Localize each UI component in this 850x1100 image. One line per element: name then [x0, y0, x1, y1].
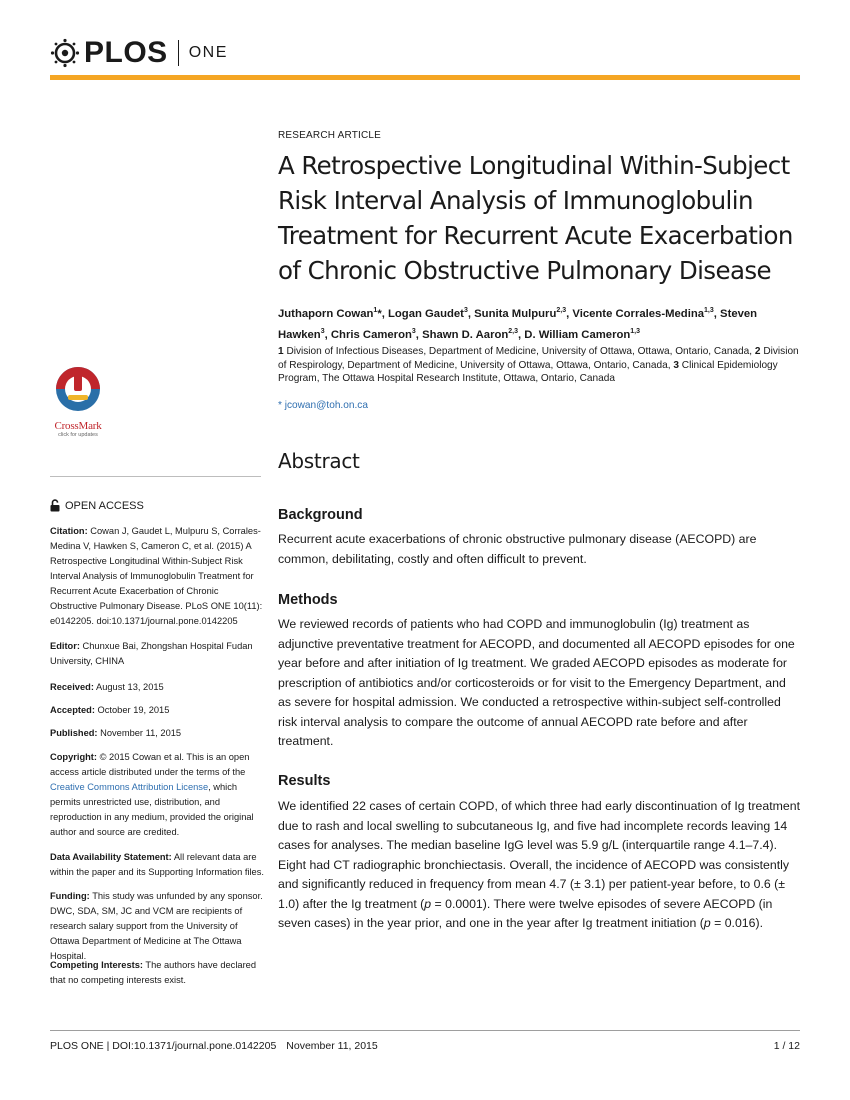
abstract-heading: Abstract: [278, 449, 360, 473]
author[interactable]: Shawn D. Aaron$^{2,3}$: [422, 327, 518, 341]
data-availability-block: [50, 850, 265, 880]
article-title: A Retrospective Longitudinal Within-Subject Risk Interval Analysis of Immunoglobulin Treatment for Recurrent Acute Exacerbation of Chronic Obstructive Pulmonary Disease: [278, 151, 793, 285]
editor-label: Editor:: [50, 641, 80, 651]
footer-citation: [50, 1040, 378, 1052]
footer-divider: [50, 1030, 800, 1031]
journal-name: ONE: [188, 44, 228, 61]
affiliation-number: 3: [673, 359, 679, 371]
affiliation-text: Division of Respirology, Department of Medicine, University of Ottawa, Ottawa, Ontario, Canada,: [278, 346, 799, 371]
footer-journal-doi: PLOS ONE | DOI:10.1371/journal.pone.0142205: [50, 1040, 277, 1052]
crossmark-icon: [54, 365, 102, 413]
methods-text: We reviewed records of patients who had COPD and immunoglobulin (Ig) treatment as adjunctive preventative treatment for AECOPD, and documented all AECOPD episodes for one year before and after initiation of Ig treatment. We graded AECOPD episodes as moderate for prescription of antibiotics and/or corticosteroids or for visit to the Emergency Department, and as severe for hospital admission. We conducted a retrospective within-subject self-controlled risk interval analysis to compare the outcome of annual AECOPD rate before and after treatment.: [278, 617, 795, 748]
accepted-block: [50, 703, 265, 718]
methods-heading: Methods: [278, 592, 338, 608]
copyright-label: Copyright:: [50, 752, 97, 762]
affiliation-text: Clinical Epidemiology Program, The Ottawa Hospital Research Institute, Ottawa, Ontario, Canada: [278, 359, 778, 384]
brand-name: PLOS: [84, 36, 168, 69]
results-text: We identified 22 cases of certain COPD, of which three had early discontinuation of Ig treatment due to rash and local swelling to subcutaneous Ig, and five had incomplete records leaving 14 cases for analyses. The median baseline IgG level was 5.9 g/L (interquartile range 4.1–7.4). Eight had CT radiographic bronchiectasis. Overall, the incidence of AECOPD was consistently and significantly reduced in frequency from mean 4.7 (± 3.1) per patient-year before, to 0.6 (± 1.0) after the Ig treatment (p = 0.0001). There were twelve episodes of severe AECOPD (in seven cases) in the year prior, and one in the year after Ig treatment initiation (p = 0.016).: [278, 799, 800, 930]
author[interactable]: Chris Cameron$^3$: [330, 327, 416, 341]
received-date: August 13, 2015: [96, 682, 164, 692]
accepted-label: Accepted:: [50, 705, 95, 715]
open-lock-icon: [50, 499, 60, 512]
plos-logo[interactable]: [50, 36, 228, 70]
editor-block: [50, 639, 265, 669]
crossmark-label: CrossMark: [54, 420, 102, 432]
citation-label: Citation:: [50, 526, 88, 536]
published-label: Published:: [50, 728, 98, 738]
competing-interests-text: The authors have declared that no competing interests exist.: [50, 960, 257, 985]
competing-interests-block: [50, 958, 265, 988]
sidebar-divider: [50, 476, 261, 477]
logo-divider: [178, 40, 179, 66]
accepted-date: October 19, 2015: [97, 705, 170, 715]
author[interactable]: D. William Cameron$^{1,3}$: [524, 327, 641, 341]
published-date: November 11, 2015: [100, 728, 182, 738]
data-availability-label: Data Availability Statement:: [50, 852, 172, 862]
citation-block: [50, 524, 265, 629]
affiliations: [278, 345, 802, 386]
header-accent-rule: [50, 75, 800, 80]
copyright-block: [50, 750, 265, 840]
author-list: Juthaporn Cowan$^1$*, Logan Gaudet$^3$, Sunita Mulpuru$^{2,3}$, Vicente Corrales-Medina$^{1,3}$, Steven Hawken$^3$, Chris Cameron$^3$, Shawn D. Aaron$^{2,3}$, D. William Cameron$^{1,3}$: [278, 307, 758, 341]
footer-date: November 11, 2015: [286, 1040, 378, 1052]
author[interactable]: Steven Hawken$^3$: [278, 307, 758, 341]
author[interactable]: Juthaporn Cowan$^1$*: [278, 307, 382, 320]
corresponding-email[interactable]: * jcowan@toh.on.ca: [278, 400, 368, 411]
open-access-badge: [50, 499, 144, 512]
funding-label: Funding:: [50, 891, 90, 901]
data-availability-text: All relevant data are within the paper and its Supporting Information files.: [50, 852, 264, 877]
crossmark-sublabel: click for updates: [58, 432, 98, 438]
editor-text: Chunxue Bai, Zhongshan Hospital Fudan University, CHINA: [50, 641, 253, 666]
copyright-text-2: , which permits unrestricted use, distribution, and reproduction in any medium, provided the original author and source are credited.: [50, 782, 254, 837]
affiliation-number: 1: [278, 346, 284, 357]
competing-interests-label: Competing Interests:: [50, 960, 143, 970]
funding-text: This study was unfunded by any sponsor. DWC, SDA, SM, JC and VCM are recipients of research salary support from the University of Ottawa Department of Medicine at The Ottawa Hospital.: [50, 891, 263, 961]
crossmark-badge[interactable]: [50, 365, 106, 438]
received-label: Received:: [50, 682, 94, 692]
citation-text: Cowan J, Gaudet L, Mulpuru S, Corrales-Medina V, Hawken S, Cameron C, et al. (2015) A Retrospective Longitudinal Within-Subject Risk Interval Analysis of Immunoglobulin Treatment for Recurrent Acute Exacerbation of Chronic Obstructive Pulmonary Disease. PLoS ONE 10(11): e0142205. doi:10.1371/journal.pone.0142205: [50, 526, 263, 626]
author[interactable]: Logan Gaudet$^3$: [388, 307, 468, 320]
license-link[interactable]: Creative Commons Attribution License: [50, 782, 209, 792]
received-block: [50, 680, 265, 695]
copyright-text-1: © 2015 Cowan et al. This is an open access article distributed under the terms of the: [50, 752, 250, 777]
published-block: [50, 726, 265, 741]
affiliation-number: 2: [754, 346, 761, 357]
open-access-label: OPEN ACCESS: [65, 499, 144, 512]
article-type: RESEARCH ARTICLE: [278, 130, 382, 141]
author[interactable]: Sunita Mulpuru$^{2,3}$: [474, 307, 567, 320]
affiliation-text: Division of Infectious Diseases, Department of Medicine, University of Ottawa, Ottawa, Ontario, Canada,: [286, 346, 753, 357]
results-heading: Results: [278, 773, 331, 789]
plos-logo-icon: [50, 38, 80, 68]
background-text: Recurrent acute exacerbations of chronic obstructive pulmonary disease (AECOPD) are common, debilitating, costly and often difficult to prevent.: [278, 532, 757, 566]
page-number: 1 / 12: [773, 1040, 800, 1052]
funding-block: [50, 889, 265, 964]
author[interactable]: Vicente Corrales-Medina$^{1,3}$: [572, 307, 714, 320]
background-heading: Background: [278, 507, 363, 523]
